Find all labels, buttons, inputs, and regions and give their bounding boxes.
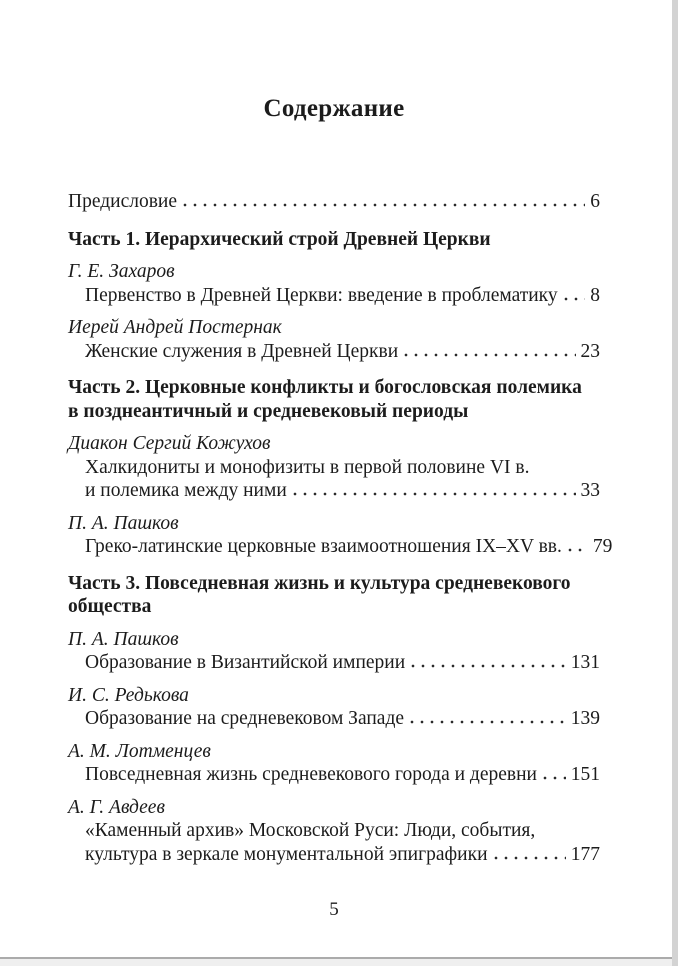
toc-title-line: Халкидониты и монофизиты в первой половине VI в. bbox=[85, 456, 530, 478]
toc-title-line: «Каменный архив» Московской Руси: Люди, события, bbox=[85, 820, 536, 841]
page-ref: 23 bbox=[580, 340, 600, 362]
toc-author: А. М. Лотменцев bbox=[68, 740, 211, 762]
toc-author: Г. Е. Захаров bbox=[68, 261, 175, 282]
toc-entry bbox=[68, 740, 600, 787]
toc-title-line bbox=[68, 651, 600, 675]
table-of-contents bbox=[68, 190, 613, 866]
toc-author: Иерей Андрей Постернак bbox=[68, 317, 282, 338]
dot-leader bbox=[543, 776, 566, 780]
toc-entry-label: Предисловие bbox=[68, 191, 178, 212]
dot-leader bbox=[564, 297, 586, 301]
page-ref: 177 bbox=[570, 843, 600, 865]
part-heading bbox=[68, 228, 600, 252]
toc-title-line bbox=[68, 340, 600, 364]
toc-entry-title: Женские служения в Древней Церкви bbox=[85, 340, 399, 362]
dot-leader bbox=[411, 664, 566, 668]
toc-title-line bbox=[68, 284, 600, 308]
toc-part-3 bbox=[68, 572, 600, 867]
page-edge-right bbox=[672, 0, 678, 966]
toc-title-line bbox=[68, 535, 613, 559]
toc-entry-title: Первенство в Древней Церкви: введение в проблематику bbox=[85, 284, 558, 306]
part-heading-line: в позднеантичный и средневековый периоды bbox=[68, 400, 469, 422]
toc-entry-title: Образование на средневековом Западе bbox=[85, 708, 405, 729]
dot-leader bbox=[568, 548, 588, 552]
toc-entry-title: и полемика между ними bbox=[85, 480, 287, 501]
page-number: 5 bbox=[329, 899, 339, 920]
part-heading bbox=[68, 572, 600, 619]
toc-author: И. С. Редькова bbox=[68, 684, 189, 706]
toc-content bbox=[68, 0, 613, 866]
toc-title-line bbox=[68, 479, 600, 503]
toc-entry bbox=[68, 628, 600, 675]
part-heading-line: Часть 1. Иерархический строй Древней Церкви bbox=[68, 228, 491, 250]
page-ref: 79 bbox=[592, 536, 613, 557]
dot-leader bbox=[183, 203, 585, 207]
page-edge-bottom bbox=[0, 957, 678, 966]
page-ref: 139 bbox=[570, 708, 600, 729]
toc-entry bbox=[68, 432, 600, 503]
part-heading bbox=[68, 376, 600, 423]
page-ref: 151 bbox=[570, 764, 600, 785]
toc-entry bbox=[68, 260, 600, 307]
page-ref: 33 bbox=[580, 480, 600, 501]
toc-entry-title: Образование в Византийской империи bbox=[85, 652, 406, 673]
toc-entry-title: культура в зеркале монументальной эпиграфики bbox=[85, 843, 488, 865]
page-ref: 6 bbox=[590, 191, 600, 212]
toc-author: П. А. Пашков bbox=[68, 628, 179, 650]
toc-entry bbox=[68, 316, 600, 363]
toc-author: Диакон Сергий Кожухов bbox=[68, 433, 271, 454]
page-title: Содержание bbox=[263, 95, 405, 122]
toc-entry-title: Повседневная жизнь средневекового города и деревни bbox=[85, 764, 537, 785]
toc-entry bbox=[68, 512, 613, 559]
toc-author: П. А. Пашков bbox=[68, 512, 179, 534]
dot-leader bbox=[404, 353, 575, 357]
toc-entry-title: Греко-латинские церковные взаимоотношения IX–XV вв. bbox=[85, 536, 562, 557]
toc-entry bbox=[68, 684, 600, 731]
toc-author: А. Г. Авдеев bbox=[68, 796, 165, 818]
page-ref: 131 bbox=[570, 652, 600, 673]
part-heading-line: Часть 2. Церковные конфликты и богословская полемика bbox=[68, 377, 582, 398]
toc-title-line bbox=[68, 843, 600, 867]
page-ref: 8 bbox=[590, 284, 600, 306]
dot-leader bbox=[494, 856, 566, 860]
dot-leader bbox=[293, 492, 576, 496]
dot-leader bbox=[410, 720, 566, 724]
toc-part-1 bbox=[68, 228, 600, 364]
part-heading-line: Часть 3. Повседневная жизнь и культура средневекового общества bbox=[68, 572, 571, 617]
toc-entry-preface bbox=[68, 190, 600, 214]
toc-title-line bbox=[68, 763, 600, 787]
toc-title-line bbox=[68, 707, 600, 731]
toc-entry bbox=[68, 796, 600, 867]
toc-part-2 bbox=[68, 376, 613, 559]
